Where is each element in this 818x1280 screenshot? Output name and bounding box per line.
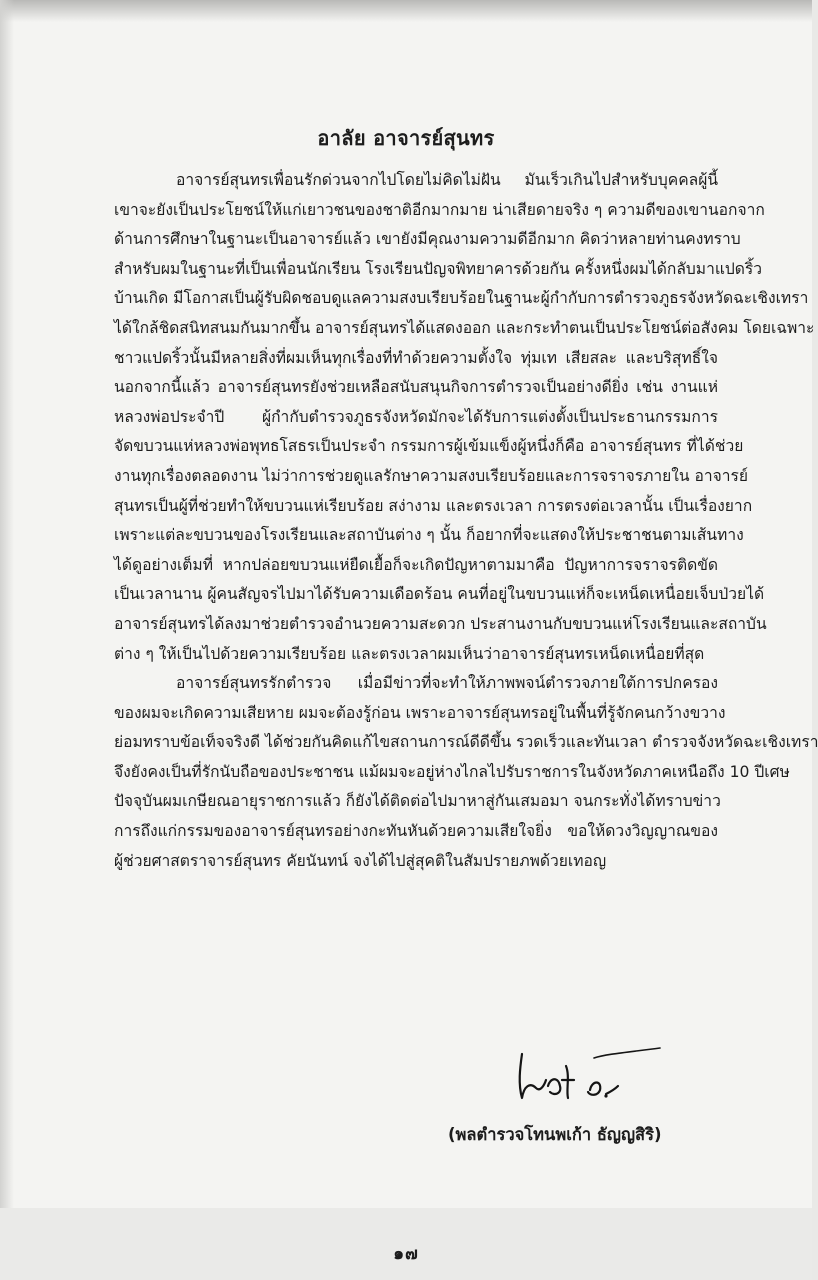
text-line: งานทุกเรื่องตลอดงาน ไม่ว่าการช่วยดูแลรักษาความสงบเรียบร้อยและการจราจรภายใน อาจารย์ (114, 466, 749, 485)
text-line: ย่อมทราบข้อเท็จจริงดี ได้ช่วยกันคิดแก้ไขสถานการณ์ดีดีขึ้น รวดเร็วและทันเวลา ตำรวจจังหวัดฉะเชิงเทรา (114, 733, 818, 752)
text-line: จัดขบวนแห่หลวงพ่อพุทธโสธรเป็นประจำ กรรมการผู้เข้มแข็งผู้หนึ่งก็คือ อาจารย์สุนทร ที่ได้ช่วย (114, 437, 744, 456)
text-line: เขาจะยังเป็นประโยชน์ให้แก่เยาวชนของชาติอีกมากมาย น่าเสียดายจริง ๆ ความดีของเขานอกจาก (114, 200, 765, 219)
page-top-shadow (0, 0, 812, 22)
page-number: ๑๗ (393, 1244, 419, 1264)
text-line: หลวงพ่อประจำปี ผู้กำกับตำรวจภูธรจังหวัดมักจะได้รับการแต่งตั้งเป็นประธานกรรมการ (114, 407, 718, 426)
text-line: ผู้ช่วยศาสตราจารย์สุนทร คัยนันทน์ จงได้ไปสู่สุคติในสัมปรายภพด้วยเทอญ (114, 851, 607, 870)
text-line: ของผมจะเกิดความเสียหาย ผมจะต้องรู้ก่อน เพราะอาจารย์สุนทรอยู่ในพื้นที่รู้จักคนกว้างขวาง (114, 703, 726, 722)
text-line: นอกจากนี้แล้ว อาจารย์สุนทรยังช่วยเหลือสนับสนุนกิจการตำรวจเป็นอย่างดียิ่ง เช่น งานแห่ (114, 378, 718, 397)
page-binding-shadow (0, 0, 14, 1280)
text-line: ชาวแปดริ้วนั้นมีหลายสิ่งที่ผมเห็นทุกเรื่องที่ทำด้วยความตั้งใจ ทุ่มเท เสียสละ และบริสุทธิ์ใจ (114, 348, 718, 367)
signer-name: (พลตำรวจโทนพเก้า ธัญญสิริ) (448, 1125, 662, 1144)
text-line: ได้ดูอย่างเต็มที่ หากปล่อยขบวนแห่ยืดเยื้อก็จะเกิดปัญหาตามมาคือ ปัญหาการจราจรติดขัด (114, 555, 718, 574)
text-line: ด้านการศึกษาในฐานะเป็นอาจารย์แล้ว เขายังมีคุณงามความดีอีกมาก คิดว่าหลายท่านคงทราบ (114, 230, 741, 249)
handwritten-signature (510, 1046, 670, 1102)
text-line: สำหรับผมในฐานะที่เป็นเพื่อนนักเรียน โรงเรียนปัญจพิทยาคารด้วยกัน ครั้งหนึ่งผมได้กลับมาแปดริ้ว (114, 259, 763, 278)
text-line: เพราะแต่ละขบวนของโรงเรียนและสถาบันต่าง ๆ นั้น ก็อยากที่จะแสดงให้ประชาชนตามเส้นทาง (114, 526, 744, 545)
text-line: บ้านเกิด มีโอกาสเป็นผู้รับผิดชอบดูแลความสงบเรียบร้อยในฐานะผู้กำกับการตำรวจภูธรจังหวัดฉะเชิงเทรา (114, 289, 809, 308)
text-line: จึงยังคงเป็นที่รักนับถือของประชาชน แม้ผมจะอยู่ห่างไกลไปรับราชการในจังหวัดภาคเหนือถึง 10 ปีเศษ (114, 762, 790, 781)
text-line: ปัจจุบันผมเกษียณอายุราชการแล้ว ก็ยังได้ติดต่อไปมาหาสู่กันเสมอมา จนกระทั่งได้ทราบข่าว (114, 792, 721, 811)
page-title: อาลัย อาจารย์สุนทร (317, 126, 495, 150)
text-line: การถึงแก่กรรมของอาจารย์สุนทรอย่างกะทันหันด้วยความเสียใจยิ่ง ขอให้ดวงวิญญาณของ (114, 822, 718, 841)
text-line: เป็นเวลานาน ผู้คนสัญจรไปมาได้รับความเดือดร้อน คนที่อยู่ในขบวนแห่ก็จะเหน็ดเหนื่อยเจ็บป่วยได้ (114, 585, 765, 604)
text-line: สุนทรเป็นผู้ที่ช่วยทำให้ขบวนแห่เรียบร้อย สง่างาม และตรงเวลา การตรงต่อเวลานั้น เป็นเรื่องยาก (114, 496, 753, 515)
text-line: อาจารย์สุนทรได้ลงมาช่วยตำรวจอำนวยความสะดวก ประสานงานกับขบวนแห่โรงเรียนและสถาบัน (114, 614, 767, 633)
text-line: อาจารย์สุนทรรักตำรวจ เมื่อมีข่าวที่จะทำให้ภาพพจน์ตำรวจภายใต้การปกครอง (176, 674, 718, 693)
text-line: ต่าง ๆ ให้เป็นไปด้วยความเรียบร้อย และตรงเวลาผมเห็นว่าอาจารย์สุนทรเหน็ดเหนื่อยที่สุด (114, 644, 705, 663)
memorial-text (114, 166, 818, 876)
text-line: อาจารย์สุนทรเพื่อนรักด่วนจากไปโดยไม่คิดไม่ฝัน มันเร็วเกินไปสำหรับบุคคลผู้นี้ (176, 171, 718, 189)
text-line: ได้ใกล้ชิดสนิทสนมกันมากขึ้น อาจารย์สุนทรได้แสดงออก และกระทำตนเป็นประโยชน์ต่อสังคม โดยเฉพาะ (114, 318, 815, 337)
